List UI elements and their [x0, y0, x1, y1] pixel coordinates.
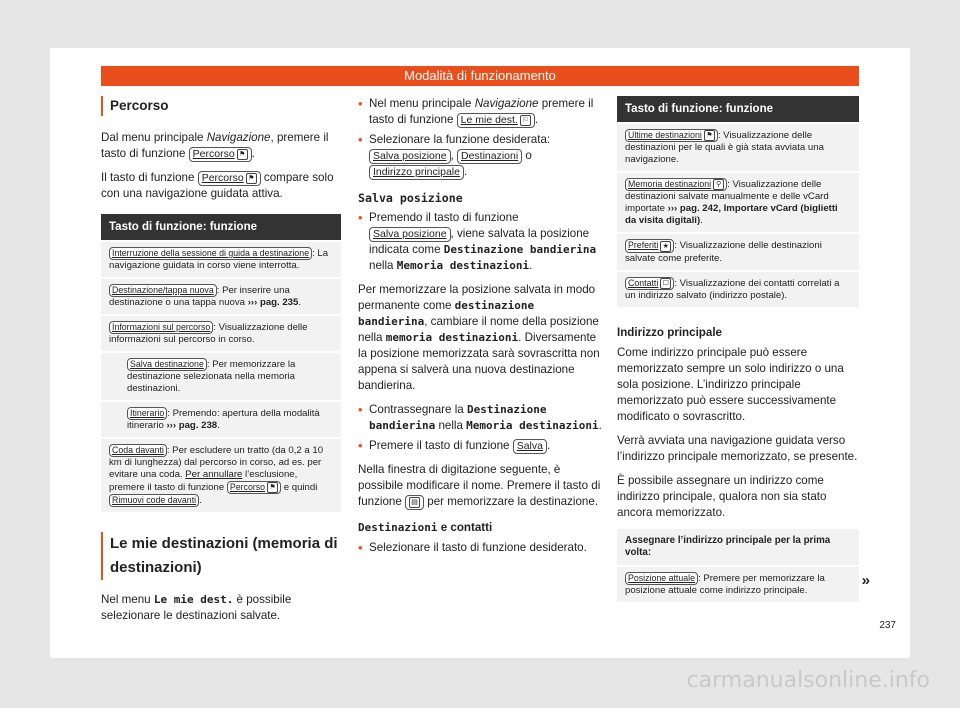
text: , premere il tasto di funzione: [101, 131, 329, 160]
row-text: .: [700, 215, 703, 227]
new-destination-button[interactable]: Destinazione/tappa nuova: [109, 284, 217, 297]
save-disk-button[interactable]: [405, 495, 424, 510]
last-destinations-button[interactable]: [625, 129, 718, 142]
table-row: [101, 240, 341, 277]
row-text: .: [298, 297, 302, 308]
button-label: Percorso: [229, 482, 266, 492]
note-header: Assegnare l’indirizzo principale per la prima volta:: [617, 529, 859, 565]
function-table: [101, 214, 341, 512]
text: o: [522, 149, 532, 162]
interrupt-button[interactable]: Interruzione della sessione di guida a destinazione: [109, 247, 312, 260]
menu-name: Destinazione bandierina: [443, 243, 597, 256]
subheading-destinations-contacts: [358, 520, 603, 536]
row-text: : Per inserire una destinazione o una tappa nuova: [109, 285, 290, 308]
bullet-item: [358, 438, 603, 454]
paragraph: [101, 592, 341, 624]
queue-ahead-button[interactable]: Coda davanti: [109, 444, 167, 457]
paragraph: [101, 130, 341, 162]
percorso-button[interactable]: [227, 481, 281, 494]
destination-flag-icon: ⚐: [520, 115, 531, 126]
table-row: [101, 351, 341, 400]
row-text: : Per escludere un tratto (da 0,2 a 10 km di lunghezza) dal percorso in corso, ad es. per evitare una coda.: [109, 445, 324, 480]
menu-name: Destinazioni: [358, 521, 438, 534]
contact-card-icon: ☐: [660, 278, 671, 289]
flag-icon: ⚑: [237, 149, 248, 160]
menu-name: Le mie dest.: [153, 593, 234, 607]
bullet-item: [358, 210, 603, 274]
menu-name: Memoria destinazioni: [466, 419, 599, 432]
destination-memory-button[interactable]: [625, 178, 727, 191]
text: .: [463, 165, 468, 178]
row-text: e quindi: [281, 482, 318, 493]
current-position-button[interactable]: Posizione attuale: [625, 572, 698, 585]
row-text: : La navigazione guidata in corso viene interrotta.: [109, 248, 329, 271]
row-text: : Premere per memorizzare la posizione attuale come indirizzo principale.: [625, 572, 825, 596]
bullet-item: • Selezionare la funzione desiderata: Salva posizione , Destinazioni o Indirizzo principale .: [358, 132, 603, 180]
text: Nel menu principale: [369, 97, 475, 110]
save-disk-icon: ▤: [409, 497, 420, 508]
button-label: Percorso: [192, 148, 235, 160]
my-destinations-button[interactable]: [457, 113, 535, 128]
row-text: l’esclusione, premere il tasto di funzione: [109, 469, 298, 493]
column-3: [617, 96, 859, 602]
itinerary-button[interactable]: Itinerario: [127, 407, 167, 420]
text: per memorizzare la destinazione.: [424, 495, 599, 508]
watermark: carmanualsonline.info: [686, 668, 930, 693]
button-label: Contatti: [628, 277, 659, 288]
note-row: [617, 565, 859, 602]
text: compare solo con una navigazione guidata attiva.: [101, 171, 334, 200]
bullet-item: [358, 402, 603, 434]
row-text: : Premendo: apertura della modalità itinerario: [127, 408, 320, 431]
section-title-my-destinations: Le mie destinazioni (memoria di destinazioni): [101, 532, 341, 580]
page-reference: ››› pag. 242, Importare vCard (biglietti da visita digitali): [625, 203, 838, 227]
text: Premere il tasto di funzione: [369, 439, 513, 452]
function-table: [617, 96, 859, 307]
destinations-button[interactable]: Destinazioni: [457, 149, 522, 164]
button-label: Preferiti: [628, 240, 659, 251]
row-text: : Visualizzazione delle informazioni sul percorso in corso.: [109, 322, 308, 345]
contacts-button[interactable]: [625, 277, 674, 290]
text: Premendo il tasto di funzione: [369, 211, 519, 224]
page-reference: ››› pag. 238: [166, 420, 218, 431]
button-label: Percorso: [201, 172, 244, 184]
text: .: [546, 439, 551, 452]
text-italic: Navigazione: [474, 97, 539, 110]
paragraph: [358, 462, 603, 510]
subheading-save-position: Salva posizione: [358, 191, 463, 205]
table-row: [617, 270, 859, 307]
paragraph: [358, 282, 603, 394]
page-reference: ››› pag. 235: [247, 297, 299, 308]
row-text: : Visualizzazione delle destinazioni salvate manualmente e delle vCard importate: [625, 179, 829, 215]
bullet-item: [358, 96, 603, 128]
table-row: [617, 122, 859, 171]
flag-icon: ⚑: [246, 173, 257, 184]
paragraph: È possibile assegnare un indirizzo come indirizzo principale, qualora non sia stato ancora memorizzato.: [617, 473, 827, 519]
favorites-button[interactable]: [625, 239, 674, 252]
column-1: [101, 96, 341, 632]
text: Selezionare la funzione desiderata:: [369, 133, 551, 146]
row-text: .: [199, 495, 202, 507]
row-text: : Visualizzazione delle destinazioni salvate come preferite.: [625, 240, 822, 264]
table-row: [617, 171, 859, 232]
button-label: Ultime destinazioni: [628, 130, 702, 140]
cancel-link[interactable]: Per annullare: [185, 469, 243, 480]
menu-name: memoria destinazioni: [385, 331, 519, 344]
text: . Diversamente la posizione memorizzata sarà sovrascritta non appena si salverà una nuova destinazione bandierina.: [358, 331, 600, 392]
home-address-button[interactable]: Indirizzo principale: [369, 165, 464, 180]
paragraph: [101, 170, 341, 202]
percorso-button[interactable]: [198, 171, 261, 186]
row-text: .: [217, 420, 220, 431]
text: Dal menu principale: [101, 131, 207, 144]
row-text: : Per memorizzare la destinazione selezionata nella memoria destinazioni.: [127, 359, 296, 394]
text: nella: [435, 419, 467, 432]
save-position-button[interactable]: Salva posizione: [369, 149, 451, 164]
table-header: Tasto di funzione: funzione: [617, 96, 859, 122]
route-info-button[interactable]: Informazioni sul percorso: [109, 321, 213, 334]
text: Contrassegnare la: [369, 403, 467, 416]
text: .: [529, 259, 533, 272]
table-row: [617, 232, 859, 269]
text: Nel menu: [101, 593, 154, 607]
page-number: 237: [879, 620, 896, 631]
flag-icon: ⚑: [267, 482, 278, 493]
menu-name: destinazione bandierina: [358, 299, 535, 328]
text: Per memorizzare la posizione salvata in modo permanente come: [358, 283, 596, 312]
table-header: Tasto di funzione: funzione: [101, 214, 341, 240]
text: premere il tasto di funzione: [369, 97, 594, 126]
text: e contatti: [437, 521, 493, 534]
section-title-percorso: Percorso: [101, 96, 341, 116]
save-destination-button[interactable]: Salva destinazione: [127, 358, 207, 371]
text: Nella finestra di digitazione seguente, è possibile modificare il nome. Premere il tasto di funzione: [358, 463, 601, 508]
menu-name: Destinazione bandierina: [369, 403, 547, 432]
text: .: [534, 113, 539, 126]
row-text: : Visualizzazione dei contatti correlati a un indirizzo salvato (indirizzo postale).: [625, 277, 840, 301]
paragraph: Verrà avviata una navigazione guidata verso l’indirizzo principale memorizzato, se presente.: [617, 433, 858, 463]
menu-name: Memoria destinazioni: [396, 259, 530, 272]
text: nella: [369, 259, 397, 272]
flag-icon: ⚑: [704, 130, 715, 141]
text: Il tasto di funzione: [101, 171, 198, 184]
column-2: [358, 96, 603, 560]
continue-marker: »: [861, 572, 870, 589]
star-icon: ★: [660, 241, 671, 252]
text-italic: Navigazione: [206, 131, 271, 144]
remove-queue-button[interactable]: Rimuovi code davanti: [109, 494, 199, 507]
table-row: [101, 277, 341, 314]
subheading-home-address: Indirizzo principale: [617, 325, 723, 339]
text: .: [598, 419, 602, 432]
save-button[interactable]: Salva: [513, 439, 547, 454]
percorso-button[interactable]: [189, 147, 252, 162]
button-label: Le mie dest.: [460, 114, 518, 126]
bullet-item: • Selezionare il tasto di funzione desiderato.: [358, 540, 603, 556]
table-row: [101, 437, 341, 512]
text: .: [251, 147, 255, 160]
save-position-button[interactable]: Salva posizione: [369, 227, 451, 242]
button-label: Memoria destinazioni: [628, 179, 712, 190]
paragraph: Come indirizzo principale può essere memorizzato sempre un solo indirizzo o una sola posizione. L’indirizzo principale memorizzato può essere successivamente modificato o sovrascritto.: [617, 345, 844, 423]
text: è possibile selezionare le destinazioni salvate.: [101, 593, 292, 623]
page-header: Modalità di funzionamento: [101, 66, 859, 86]
text: , cambiare il nome della posizione nella: [358, 315, 599, 344]
row-text: : Visualizzazione delle destinazioni per le quali è già stata avviata una navigazione.: [625, 130, 824, 166]
text: , viene salvata la posizione indicata come: [369, 227, 590, 256]
table-row: [101, 314, 341, 351]
table-row: [101, 400, 341, 437]
pin-icon: ⚲: [713, 179, 724, 190]
